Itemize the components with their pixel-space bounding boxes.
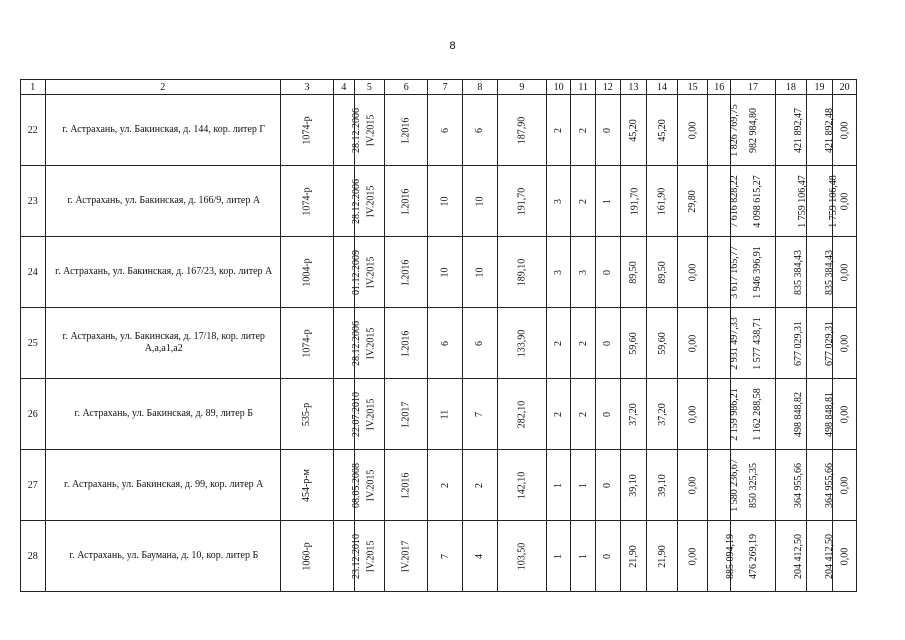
value-text: IV.2015 — [364, 327, 376, 359]
value-text: 29,80 — [687, 189, 699, 213]
value-cell — [647, 237, 678, 308]
value-text: 6 — [474, 127, 486, 133]
table-row — [21, 237, 857, 308]
row-number-cell: 24 — [21, 237, 46, 308]
value-text: I.2016 — [400, 117, 412, 143]
value-text: 0 — [602, 553, 614, 559]
value-cell — [462, 95, 497, 166]
value-text: 0,00 — [839, 192, 851, 210]
value-text: IV.2015 — [364, 540, 376, 572]
value-cell — [462, 450, 497, 521]
value-text: 189,10 — [516, 258, 528, 286]
table-row — [21, 521, 857, 592]
value-text: 3 — [577, 269, 589, 275]
value-cell — [776, 521, 807, 592]
data-table — [20, 79, 857, 592]
value-text: 0,00 — [839, 476, 851, 494]
value-cell — [334, 237, 363, 308]
address-cell: г. Астрахань, ул. Бакинская, д. 144, кор. литер Г — [45, 95, 280, 166]
value-cell — [708, 308, 741, 379]
header-cell: 6 — [385, 80, 428, 95]
value-text: 1 162 288,58 — [751, 387, 763, 441]
value-text: 498 848,81 — [823, 391, 835, 437]
value-text: 454-р-м — [301, 468, 313, 502]
header-cell: 19 — [806, 80, 833, 95]
value-cell — [595, 521, 620, 592]
value-cell — [546, 450, 571, 521]
value-text: IV.2015 — [364, 185, 376, 217]
value-cell — [571, 521, 596, 592]
address-cell: г. Астрахань, ул. Баумана, д. 10, кор. литер Б — [45, 521, 280, 592]
header-cell: 16 — [708, 80, 731, 95]
header-cell: 20 — [833, 80, 857, 95]
value-text: 37,20 — [656, 402, 668, 426]
header-row — [21, 80, 857, 95]
value-text: 850 325,35 — [747, 462, 759, 508]
value-text: 2 — [553, 127, 565, 133]
address-cell: г. Астрахань, ул. Бакинская, д. 99, кор. литер А — [45, 450, 280, 521]
value-cell — [428, 95, 463, 166]
value-cell — [647, 521, 678, 592]
value-text: 133,90 — [516, 329, 528, 357]
value-cell — [385, 308, 428, 379]
value-text: 4 — [474, 553, 486, 559]
row-number-cell: 28 — [21, 521, 46, 592]
value-text: 0,00 — [839, 263, 851, 281]
value-cell — [677, 450, 708, 521]
value-cell — [571, 308, 596, 379]
value-text: 1 580 236,67 — [729, 458, 741, 512]
value-cell — [776, 166, 807, 237]
value-text: 2 — [439, 482, 451, 488]
value-text: 364 955,66 — [823, 462, 835, 508]
value-text: 59,60 — [627, 331, 639, 355]
value-cell — [833, 308, 857, 379]
value-cell — [280, 237, 333, 308]
value-text: 2 — [553, 340, 565, 346]
value-cell — [571, 237, 596, 308]
row-number-cell: 22 — [21, 95, 46, 166]
value-cell — [776, 308, 807, 379]
value-cell — [546, 521, 571, 592]
value-text: 3 — [553, 269, 565, 275]
value-cell — [677, 308, 708, 379]
value-cell — [497, 308, 546, 379]
value-text: 364 955,66 — [793, 462, 804, 508]
value-text: 677 029,31 — [823, 320, 835, 366]
address-cell: г. Астрахань, ул. Бакинская, д. 166/9, литер А — [45, 166, 280, 237]
value-cell — [776, 379, 807, 450]
value-cell — [620, 95, 647, 166]
value-text: 6 — [439, 340, 451, 346]
table-row — [21, 95, 857, 166]
value-cell — [385, 521, 428, 592]
value-text: 45,20 — [627, 118, 639, 142]
value-cell — [647, 166, 678, 237]
header-cell: 9 — [497, 80, 546, 95]
value-cell — [620, 521, 647, 592]
value-cell — [620, 166, 647, 237]
value-text: 161,90 — [656, 187, 668, 215]
value-cell — [497, 95, 546, 166]
header-cell: 5 — [354, 80, 385, 95]
value-cell — [677, 379, 708, 450]
value-cell — [385, 166, 428, 237]
table-row — [21, 379, 857, 450]
value-cell — [546, 379, 571, 450]
value-text: 885 094,19 — [725, 533, 737, 579]
value-cell — [677, 237, 708, 308]
value-cell — [806, 521, 833, 592]
value-text: 28.12.2006 — [351, 107, 363, 153]
value-text: 45,20 — [656, 118, 668, 142]
value-text: 282,10 — [516, 400, 528, 428]
value-text: 204 412,50 — [793, 533, 804, 579]
value-cell — [730, 521, 775, 592]
value-text: 11 — [439, 409, 451, 419]
header-cell: 2 — [45, 80, 280, 95]
value-cell — [595, 308, 620, 379]
header-cell: 18 — [776, 80, 807, 95]
value-cell — [497, 166, 546, 237]
value-cell — [647, 450, 678, 521]
value-text: 2 — [577, 198, 589, 204]
header-cell: 11 — [571, 80, 596, 95]
value-text: 0 — [602, 482, 614, 488]
value-cell — [806, 379, 833, 450]
table-row — [21, 450, 857, 521]
address-cell: г. Астрахань, ул. Бакинская, д. 89, литер Б — [45, 379, 280, 450]
value-text: 2 — [577, 340, 589, 346]
value-cell — [334, 166, 363, 237]
value-cell — [497, 379, 546, 450]
value-cell — [462, 308, 497, 379]
value-cell — [647, 379, 678, 450]
value-cell — [806, 450, 833, 521]
value-text: 89,50 — [656, 260, 668, 284]
row-number-cell: 26 — [21, 379, 46, 450]
value-text: 1074-р — [301, 328, 313, 358]
value-text: 103,50 — [516, 542, 528, 570]
value-text: 191,70 — [628, 187, 640, 215]
value-text: 0,00 — [687, 121, 699, 139]
value-cell — [620, 237, 647, 308]
value-text: 4 098 615,27 — [751, 174, 763, 228]
value-cell — [385, 237, 428, 308]
value-text: 10 — [439, 267, 451, 277]
address-cell: г. Астрахань, ул. Бакинская, д. 17/18, кор. литер А,а,а1,а2 — [45, 308, 280, 379]
value-cell — [571, 379, 596, 450]
value-text: 2 — [474, 482, 486, 488]
value-cell — [334, 450, 363, 521]
value-text: I.2017 — [400, 401, 412, 427]
value-text: IV.2015 — [364, 114, 376, 146]
value-text: 677 029,31 — [793, 320, 804, 366]
value-text: 0,00 — [839, 334, 851, 352]
value-cell — [677, 521, 708, 592]
value-text: 1 826 769,75 — [729, 103, 741, 157]
value-cell — [708, 95, 741, 166]
value-text: 535-р — [301, 402, 313, 426]
table-body — [21, 80, 857, 592]
value-text: IV.2015 — [364, 256, 376, 288]
value-cell — [776, 95, 807, 166]
value-text: 1 — [602, 198, 614, 204]
row-number-cell: 25 — [21, 308, 46, 379]
value-cell — [776, 450, 807, 521]
value-cell — [428, 166, 463, 237]
value-cell — [833, 521, 857, 592]
value-cell — [280, 95, 333, 166]
value-cell — [708, 237, 741, 308]
value-cell — [571, 166, 596, 237]
value-text: 1 — [577, 553, 589, 559]
value-text: 1004-р — [301, 257, 313, 287]
row-number-cell: 23 — [21, 166, 46, 237]
header-cell: 13 — [620, 80, 647, 95]
value-text: 89,50 — [627, 260, 639, 284]
value-text: 10 — [439, 196, 451, 206]
table-row — [21, 166, 857, 237]
value-text: 7 616 828,22 — [729, 174, 741, 228]
value-text: 1074-р — [301, 186, 313, 216]
value-text: 2 — [553, 411, 565, 417]
value-cell — [385, 379, 428, 450]
value-cell — [280, 166, 333, 237]
value-text: 01.12.2009 — [351, 249, 363, 295]
value-text: 1 946 396,91 — [751, 245, 763, 299]
value-text: 1 759 106,47 — [796, 174, 808, 228]
value-cell — [385, 95, 428, 166]
value-cell — [428, 237, 463, 308]
value-cell — [334, 379, 363, 450]
value-cell — [595, 237, 620, 308]
value-text: 3 — [553, 198, 565, 204]
table-row — [21, 308, 857, 379]
header-cell: 10 — [546, 80, 571, 95]
value-cell — [806, 95, 833, 166]
value-cell — [833, 237, 857, 308]
header-cell: 4 — [334, 80, 354, 95]
value-text: 835 384,43 — [793, 249, 804, 295]
header-cell: 14 — [647, 80, 678, 95]
value-cell — [428, 308, 463, 379]
value-text: IV.2015 — [364, 398, 376, 430]
header-cell: 12 — [595, 80, 620, 95]
value-cell — [280, 450, 333, 521]
value-text: 6 — [474, 340, 486, 346]
value-text: 2 — [577, 411, 589, 417]
value-cell — [677, 166, 708, 237]
value-text: 37,20 — [627, 402, 639, 426]
value-cell — [620, 308, 647, 379]
value-text: 08.05.2008 — [351, 462, 363, 508]
value-cell — [833, 95, 857, 166]
value-cell — [708, 450, 741, 521]
value-text: 476 269,19 — [747, 533, 759, 579]
value-text: 0 — [602, 269, 614, 275]
value-cell — [708, 166, 741, 237]
value-text: 0 — [602, 127, 614, 133]
value-cell — [497, 521, 546, 592]
value-text: I.2016 — [400, 188, 412, 214]
value-text: 1060-р — [301, 541, 313, 571]
value-text: 7 — [439, 553, 451, 559]
value-text: I.2016 — [400, 472, 412, 498]
value-cell — [385, 450, 428, 521]
value-text: 0,00 — [687, 547, 699, 565]
value-text: 1 — [577, 482, 589, 488]
value-cell — [571, 450, 596, 521]
value-cell — [595, 95, 620, 166]
value-text: 21,90 — [656, 544, 668, 568]
value-cell — [280, 521, 333, 592]
value-cell — [806, 237, 833, 308]
value-cell — [546, 237, 571, 308]
value-cell — [462, 166, 497, 237]
value-cell — [546, 95, 571, 166]
value-text: 0,00 — [687, 334, 699, 352]
value-text: 0,00 — [687, 476, 699, 494]
value-cell — [462, 237, 497, 308]
value-text: 1 759 106,48 — [827, 174, 839, 228]
value-text: I.2016 — [400, 259, 412, 285]
value-cell — [620, 450, 647, 521]
value-text: 0,00 — [839, 405, 851, 423]
value-cell — [708, 379, 741, 450]
value-cell — [546, 308, 571, 379]
value-text: 142,10 — [516, 471, 528, 499]
value-text: 39,10 — [627, 473, 639, 497]
value-cell — [497, 237, 546, 308]
value-text: 2 159 986,21 — [729, 387, 741, 441]
value-text: 0,00 — [839, 547, 851, 565]
value-text: 3 617 165,77 — [729, 245, 741, 299]
value-cell — [280, 308, 333, 379]
value-text: IV.2017 — [400, 540, 412, 572]
value-cell — [647, 95, 678, 166]
value-cell — [595, 166, 620, 237]
value-text: 39,10 — [656, 473, 668, 497]
value-cell — [428, 450, 463, 521]
value-text: 498 848,82 — [793, 391, 804, 437]
value-text: 10 — [474, 267, 486, 277]
header-cell: 1 — [21, 80, 46, 95]
header-cell: 7 — [428, 80, 463, 95]
value-cell — [571, 95, 596, 166]
value-text: 2 — [577, 127, 589, 133]
header-cell: 17 — [730, 80, 775, 95]
address-cell: г. Астрахань, ул. Бакинская, д. 167/23, кор. литер А — [45, 237, 280, 308]
value-text: 22.07.2010 — [351, 391, 363, 437]
value-text: 0 — [602, 411, 614, 417]
value-cell — [497, 450, 546, 521]
value-text: 21,90 — [627, 544, 639, 568]
value-cell — [806, 308, 833, 379]
value-text: 0,00 — [687, 263, 699, 281]
value-text: 28.12.2006 — [351, 178, 363, 224]
value-text: 23.12.2010 — [351, 533, 363, 579]
header-cell: 15 — [677, 80, 708, 95]
value-text: 204 412,50 — [823, 533, 835, 579]
value-text: 191,70 — [516, 187, 528, 215]
value-text: 1 — [553, 482, 565, 488]
value-text: 835 384,43 — [823, 249, 835, 295]
value-text: 421 892,48 — [823, 107, 835, 153]
value-text: 0,00 — [687, 405, 699, 423]
value-text: 10 — [474, 196, 486, 206]
value-text: 982 984,80 — [747, 107, 759, 153]
value-text: 421 892,47 — [793, 107, 804, 153]
value-cell — [708, 521, 737, 592]
value-text: I.2016 — [400, 330, 412, 356]
value-text: 187,90 — [516, 116, 528, 144]
value-cell — [833, 379, 857, 450]
value-cell — [776, 237, 807, 308]
value-text: 0,00 — [839, 121, 851, 139]
value-cell — [647, 308, 678, 379]
value-cell — [595, 450, 620, 521]
value-cell — [334, 521, 363, 592]
value-text: 6 — [439, 127, 451, 133]
value-cell — [833, 450, 857, 521]
row-number-cell: 27 — [21, 450, 46, 521]
value-text: 1 577 438,71 — [751, 316, 763, 370]
value-cell — [462, 521, 497, 592]
value-text: 2 931 497,33 — [729, 316, 741, 370]
value-cell — [620, 379, 647, 450]
value-cell — [428, 379, 463, 450]
value-text: 1 — [553, 553, 565, 559]
value-cell — [334, 308, 363, 379]
header-cell: 8 — [462, 80, 497, 95]
value-cell — [334, 95, 363, 166]
value-cell — [428, 521, 463, 592]
value-text: 1074-р — [301, 115, 313, 145]
value-cell — [546, 166, 571, 237]
value-cell — [462, 379, 497, 450]
value-text: 0 — [602, 340, 614, 346]
value-text: 28.12.2006 — [351, 320, 363, 366]
value-text: 7 — [474, 411, 486, 417]
page-number: 8 — [449, 40, 456, 52]
header-cell: 3 — [280, 80, 333, 95]
value-cell — [595, 379, 620, 450]
value-text: IV.2015 — [364, 469, 376, 501]
value-cell — [806, 166, 839, 237]
value-cell — [677, 95, 708, 166]
value-text: 59,60 — [656, 331, 668, 355]
value-cell — [280, 379, 333, 450]
